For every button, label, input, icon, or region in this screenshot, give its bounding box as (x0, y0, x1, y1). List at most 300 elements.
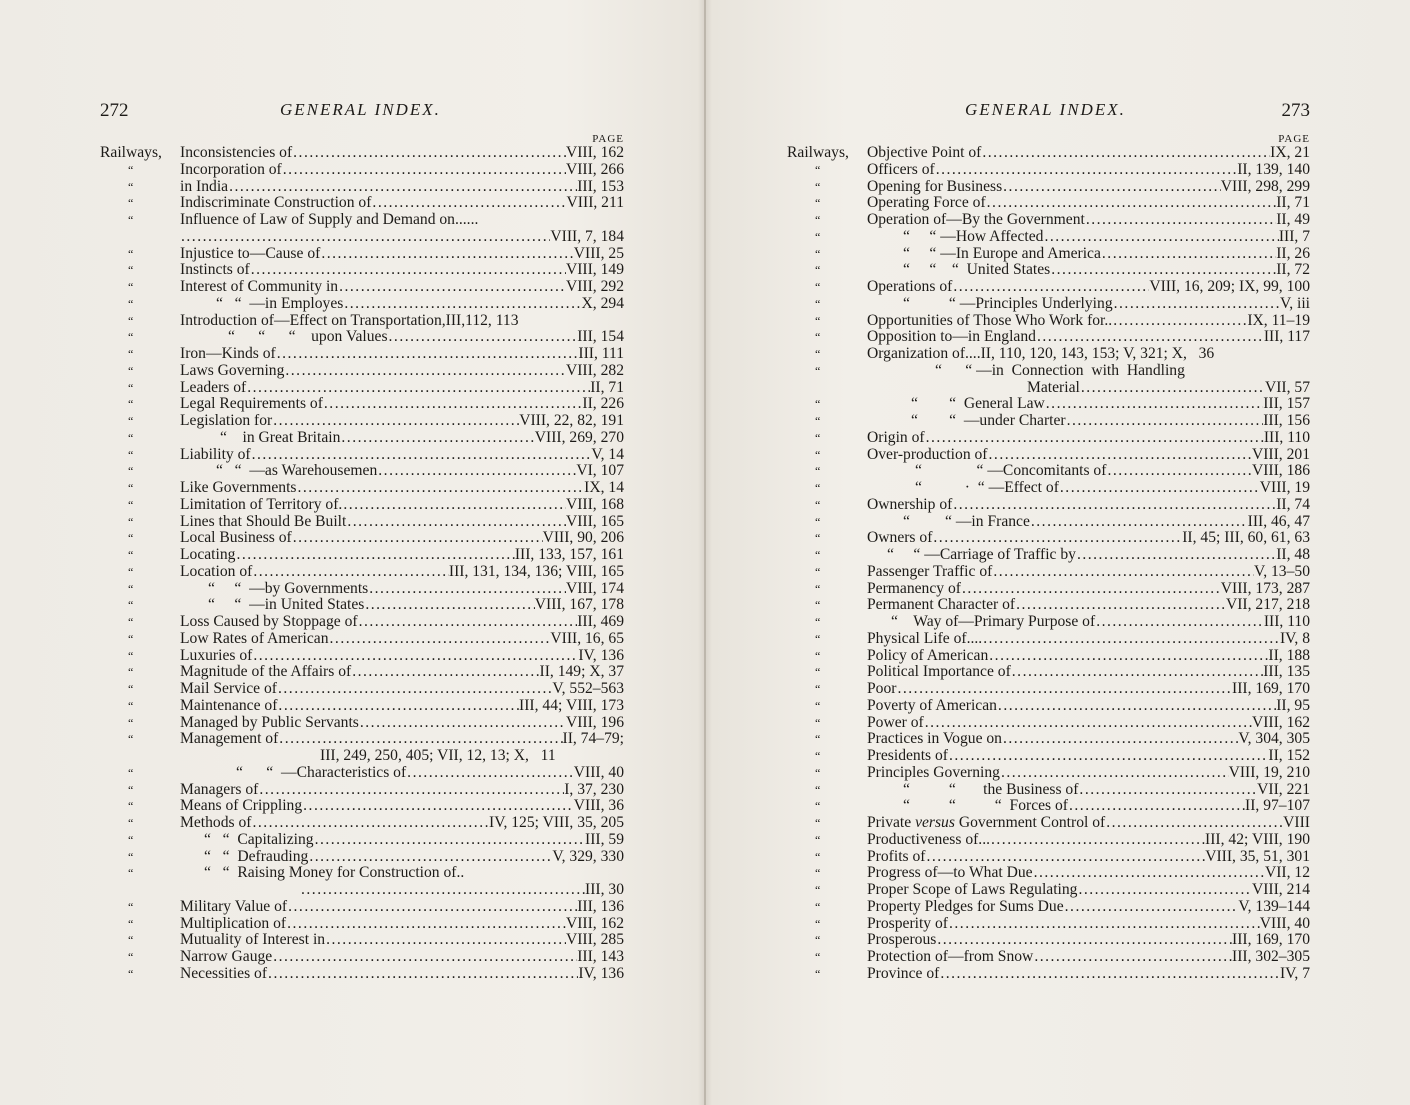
page-reference: VIII, 16, 209; IX, 99, 100 (1149, 278, 1310, 295)
index-entry (100, 145, 624, 162)
ditto-mark: “ (815, 849, 821, 864)
page-reference: VIII, 165 (565, 512, 624, 530)
index-entry (100, 698, 624, 715)
page-reference: VIII, 25 (573, 244, 624, 262)
ditto-mark: “ (815, 899, 821, 914)
entry-text: Methods of (180, 814, 252, 831)
entry-text: Location of (180, 562, 253, 580)
dot-leader (300, 882, 585, 899)
page-reference: VIII, 298, 299 (1220, 177, 1310, 195)
entry-text: Instincts of (180, 261, 250, 279)
index-entry (787, 447, 1310, 464)
dot-leader (1105, 815, 1283, 832)
ditto-mark: “ (815, 397, 821, 412)
entry-text: Limitation of Territory of. (180, 495, 343, 513)
page-reference: VIII, 36 (573, 797, 624, 815)
ditto-mark: “ (815, 347, 821, 361)
page-reference: V, 329, 330 (552, 847, 624, 865)
index-entry (787, 547, 1310, 564)
entry-text: “ “ —by Governments (208, 579, 369, 597)
entry-text: Military Value of (180, 897, 288, 915)
page-reference: II, 152 (1268, 747, 1310, 764)
entry-text: Operation of—By the Government (867, 211, 1085, 228)
entry-text: Power of (867, 713, 924, 731)
dot-leader (925, 849, 1205, 866)
page-reference: VIII, 282 (565, 361, 624, 379)
ditto-mark: “ (128, 564, 134, 579)
page-reference: III, 143 (577, 948, 624, 965)
ditto-mark: “ (128, 682, 134, 696)
page-reference: VIII, 214 (1251, 881, 1310, 898)
index-entry (100, 246, 624, 263)
index-entry (787, 731, 1310, 748)
dot-leader (314, 832, 585, 849)
index-entry (100, 731, 624, 748)
entry-text: Presidents of (867, 747, 948, 764)
ditto-mark: “ (815, 866, 821, 881)
page-reference: III, 136 (577, 897, 624, 915)
dot-leader (377, 463, 576, 480)
dot-leader (302, 798, 574, 815)
ditto-mark: “ (128, 866, 134, 881)
entry-text: Injustice to—Cause of (180, 244, 321, 262)
page-reference: II, 95 (1276, 696, 1310, 714)
ditto-mark: “ (128, 481, 134, 495)
dot-leader (320, 246, 573, 263)
page-reference: III, 111 (578, 345, 624, 362)
index-entry (100, 916, 624, 933)
entry-text: “ · “ —Effect of (915, 479, 1059, 496)
page-reference: II, 45; III, 60, 61, 63 (1182, 529, 1310, 547)
entry-text: “ “ Raising Money for Construction of.. (204, 864, 465, 882)
page-reference: II, 188 (1268, 646, 1310, 664)
ditto-mark: “ (128, 715, 134, 730)
entry-text: Incorporation of (180, 160, 282, 178)
ditto-mark: “ (128, 548, 134, 562)
dot-leader (988, 447, 1252, 464)
ditto-mark: “ (815, 330, 821, 345)
ditto-mark: “ (128, 330, 134, 345)
entry-text: “ “ Defrauding (204, 847, 309, 865)
dot-leader (982, 631, 1280, 648)
ditto-mark: “ (128, 363, 134, 378)
index-entry (100, 195, 624, 212)
ditto-mark: “ (128, 832, 134, 847)
ditto-mark: “ (128, 950, 134, 964)
dot-leader (1085, 212, 1276, 229)
page-reference: III, 153 (577, 177, 624, 195)
ditto-mark: “ (128, 598, 134, 613)
page-reference: VIII, 173, 287 (1220, 579, 1310, 597)
index-entry (100, 346, 624, 363)
ditto-mark: “ (128, 162, 134, 177)
dot-leader (948, 916, 1260, 933)
dot-leader (981, 145, 1270, 162)
index-entry (787, 597, 1310, 614)
ditto-mark: “ (815, 816, 821, 830)
ditto-mark: “ (815, 229, 821, 244)
entry-text: Like Governments (180, 479, 297, 496)
index-entry (787, 497, 1310, 514)
dot-leader (343, 296, 581, 313)
page-reference: VIII, 285 (565, 931, 624, 949)
entry-text: Opposition to—in England (867, 328, 1036, 346)
dot-leader (1076, 547, 1276, 564)
page-reference: VIII, 149 (565, 261, 624, 279)
entry-text: “ “ “ United States (903, 261, 1051, 279)
entry-text: Origin of (867, 428, 925, 446)
entry-text: Necessities of (180, 964, 268, 982)
ditto-mark: “ (815, 698, 821, 713)
ditto-mark: “ (815, 598, 821, 613)
page-reference: IX, 21 (1270, 144, 1310, 161)
dot-leader (325, 932, 566, 949)
page-reference: V, 13–50 (1253, 562, 1310, 580)
dot-leader (406, 765, 574, 782)
ditto-mark: “ (815, 296, 821, 311)
dot-leader (939, 966, 1280, 983)
page-reference: IV, 136 (578, 646, 624, 664)
index-entry (787, 246, 1310, 263)
entry-text: Introduction of—Effect on Transportation,III,112, 113 (180, 311, 519, 329)
dot-leader (272, 949, 577, 966)
index-entry (787, 664, 1310, 681)
index-entry (787, 229, 1310, 246)
page-reference: VII, 221 (1257, 780, 1310, 798)
entry-text: Low Rates of American (180, 629, 329, 647)
index-entry (100, 262, 624, 279)
dot-leader (267, 966, 578, 983)
dot-leader (329, 631, 551, 648)
index-entry (787, 849, 1310, 866)
page-reference: VIII (1283, 814, 1310, 831)
index-entry (787, 480, 1310, 497)
book-gutter (704, 0, 706, 1105)
dot-leader (1106, 463, 1252, 480)
ditto-mark: “ (815, 246, 821, 261)
entry-text: Poor (867, 680, 897, 697)
dot-leader (351, 664, 539, 681)
entry-text: “ “ —Characteristics of (236, 763, 407, 781)
ditto-mark: “ (815, 263, 821, 278)
index-entry (787, 882, 1310, 899)
index-entry (787, 195, 1310, 212)
page-reference: III, 169, 170 (1232, 931, 1310, 949)
entry-text: Practices in Vogue on (867, 730, 1002, 748)
ditto-mark: “ (128, 313, 134, 328)
index-entry (100, 179, 624, 196)
ditto-mark: “ (128, 849, 134, 864)
index-entry (787, 614, 1310, 631)
dot-leader (1030, 514, 1248, 531)
page-reference: V, 14 (591, 445, 624, 463)
page-reference: V, 552–563 (552, 680, 624, 697)
index-entry (100, 899, 624, 916)
ditto-mark: “ (815, 430, 821, 445)
index-entry (100, 313, 624, 330)
dot-leader (1050, 262, 1276, 279)
dot-leader (359, 715, 566, 732)
ditto-mark: “ (815, 765, 821, 780)
index-entry (100, 581, 624, 598)
dot-leader (297, 480, 585, 497)
entry-text: Material (1027, 378, 1080, 396)
entry-text: in India (180, 177, 229, 195)
page-reference: VIII, 162 (565, 144, 624, 161)
entry-heading: Railways, (100, 144, 162, 161)
entry-text: Proper Scope of Laws Regulating (867, 881, 1078, 898)
dot-leader (936, 932, 1232, 949)
entry-text: Officers of (867, 160, 935, 178)
entry-text: Interest of Community in (180, 278, 339, 295)
dot-leader (342, 497, 566, 514)
dot-leader (997, 698, 1276, 715)
index-entry (100, 966, 624, 983)
entry-text: Managers of (180, 780, 259, 798)
page-number: 273 (1281, 100, 1310, 121)
entry-text: “ in Great Britain (220, 428, 341, 446)
index-entry (100, 514, 624, 531)
dot-leader (287, 899, 577, 916)
entry-text: Prosperous (867, 931, 937, 949)
index-entry (100, 865, 624, 882)
page-reference: III, 42; VIII, 190 (1205, 830, 1310, 848)
page-reference: VIII, 35, 51, 301 (1205, 847, 1310, 865)
dot-leader (988, 648, 1268, 665)
index-entry (787, 363, 1310, 380)
entry-text: Legislation for (180, 412, 273, 429)
entry-text: “ “ “ Forces of (903, 797, 1068, 815)
page-reference: VIII, 16, 65 (550, 629, 624, 647)
page-column-head: PAGE (592, 133, 624, 145)
entry-text: Opening for Business (867, 177, 1003, 195)
page-reference: VIII, 162 (565, 914, 624, 932)
ditto-mark: “ (815, 732, 821, 747)
page-reference: IV, 136 (578, 964, 624, 982)
entry-text: “ “ —Principles Underlying (903, 294, 1113, 312)
index-entry (787, 932, 1310, 949)
entry-text: Opportunities of Those Who Work for.. (867, 311, 1113, 329)
ditto-mark: “ (128, 280, 134, 294)
ditto-mark: “ (128, 296, 134, 311)
ditto-mark: “ (128, 397, 134, 412)
index-entry (100, 329, 624, 346)
page-reference: V, 139–144 (1238, 897, 1310, 915)
dot-leader (276, 346, 579, 363)
ditto-mark: “ (128, 899, 134, 914)
ditto-mark: “ (128, 966, 134, 981)
entry-text: Loss Caused by Stoppage of (180, 613, 358, 630)
page-reference: III, 110 (1263, 428, 1310, 446)
dot-leader (1000, 765, 1229, 782)
page-column-head: PAGE (1278, 133, 1310, 145)
entry-text: Management of (180, 730, 279, 748)
entry-text: “ “ —Carriage of Traffic by (887, 546, 1076, 563)
page-reference: II, 72 (1276, 261, 1310, 279)
index-entry (787, 581, 1310, 598)
page-reference: VIII, 40 (1259, 914, 1310, 932)
index-entry (100, 564, 624, 581)
dot-leader (251, 815, 489, 832)
entry-text: Passenger Traffic of (867, 562, 993, 580)
ditto-mark: “ (815, 832, 821, 847)
dot-leader (388, 329, 578, 346)
page-reference: VIII, 19, 210 (1228, 763, 1310, 781)
right-page-header (787, 96, 1310, 126)
ditto-mark: “ (128, 514, 134, 529)
index-entry (100, 430, 624, 447)
index-entry (787, 715, 1310, 732)
page-reference: X, 294 (581, 294, 624, 312)
ditto-mark: “ (128, 263, 134, 278)
index-entry (787, 681, 1310, 698)
page-reference: III, 135 (1263, 663, 1310, 681)
index-entry (100, 547, 624, 564)
index-entry (100, 715, 624, 732)
entry-text: Permanent Character of (867, 596, 1016, 614)
ditto-mark: “ (128, 648, 134, 663)
page-reference: II, 139, 140 (1237, 160, 1310, 178)
dot-leader (235, 547, 514, 564)
ditto-mark: “ (128, 631, 134, 646)
entry-text: Protection of—from Snow (867, 948, 1034, 965)
index-entry (787, 530, 1310, 547)
index-entry (100, 447, 624, 464)
index-entry (100, 463, 624, 480)
index-entry (100, 363, 624, 380)
ditto-mark: “ (815, 531, 821, 546)
dot-leader (278, 731, 562, 748)
index-entry (100, 798, 624, 815)
page-reference: IX, 14 (584, 479, 624, 496)
index-entry (100, 212, 624, 229)
page-reference: III, 157 (1263, 395, 1310, 413)
dot-leader (252, 648, 578, 665)
ditto-mark: “ (128, 531, 134, 546)
ditto-mark: “ (128, 179, 134, 194)
ditto-mark: “ (815, 749, 821, 763)
index-entry (100, 949, 624, 966)
dot-leader (1033, 949, 1232, 966)
index-entry (787, 564, 1310, 581)
index-entry (787, 698, 1310, 715)
ditto-mark: “ (815, 682, 821, 696)
entry-text: “ “ —How Affected (903, 227, 1044, 245)
dot-leader (925, 430, 1264, 447)
dot-leader (1077, 882, 1251, 899)
index-entries (100, 145, 624, 983)
dot-leader (1112, 313, 1247, 330)
ditto-mark: “ (815, 464, 821, 479)
dot-leader (340, 430, 534, 447)
index-entry (100, 631, 624, 648)
index-entry (100, 229, 624, 246)
page-reference: III, 7 (1278, 227, 1310, 245)
index-entry (100, 815, 624, 832)
entry-text: Laws Governing (180, 361, 285, 379)
index-entry (100, 932, 624, 949)
ditto-mark: “ (128, 698, 134, 713)
entry-text: “ “ —Concomitants of (915, 462, 1107, 480)
ditto-mark: “ (128, 430, 134, 445)
page-reference: VIII, 211 (566, 194, 624, 212)
index-entry (787, 899, 1310, 916)
entry-text: Liability of (180, 445, 251, 463)
dot-leader (1095, 614, 1264, 631)
page-reference: IV, 125; VIII, 35, 205 (489, 814, 624, 831)
dot-leader (250, 262, 566, 279)
ditto-mark: “ (815, 665, 821, 680)
entry-text: Local Business of (180, 529, 292, 547)
page-reference: VIII, 22, 82, 191 (519, 412, 624, 429)
entry-text: “ “ —in France (903, 512, 1030, 530)
page-reference: V, 304, 305 (1238, 730, 1310, 748)
dot-leader (282, 162, 566, 179)
index-entry (787, 966, 1310, 983)
index-entry (787, 648, 1310, 665)
ditto-mark: “ (128, 799, 134, 814)
page-reference: IV, 7 (1279, 964, 1310, 982)
page-reference: VIII, 167, 178 (534, 596, 624, 614)
entry-text: Over-production of (867, 445, 988, 463)
dot-leader (228, 179, 577, 196)
page-reference: VIII, 90, 206 (542, 529, 624, 547)
ditto-mark: “ (128, 380, 134, 395)
page-reference: VI, 107 (576, 462, 624, 480)
dot-leader (1080, 380, 1265, 397)
entry-heading: Railways, (787, 144, 849, 161)
page-reference: IV, 8 (1279, 629, 1310, 647)
entry-text: Iron—Kinds of (180, 345, 276, 362)
page-reference: VIII, 266 (565, 160, 624, 178)
page-reference: III, 131, 134, 136; VIII, 165 (448, 562, 624, 580)
ditto-mark: “ (815, 782, 821, 797)
running-head: GENERAL INDEX. (280, 100, 441, 119)
ditto-mark: “ (815, 497, 821, 512)
entry-text: Progress of—to What Due (867, 864, 1033, 882)
index-entry (100, 748, 624, 765)
page-reference: III, 44; VIII, 173 (519, 696, 624, 714)
index-entry (787, 279, 1310, 296)
ditto-mark: “ (128, 765, 134, 780)
entry-text: Locating (180, 546, 236, 563)
index-entry (100, 380, 624, 397)
index-entry (787, 748, 1310, 765)
entry-text: “ “ —in United States (208, 596, 365, 614)
entry-text: “ “ —in Connection with Handling (935, 361, 1185, 379)
entry-text: Maintenance of (180, 696, 278, 714)
page-reference: VII, 217, 218 (1225, 596, 1310, 614)
dot-leader (961, 581, 1221, 598)
dot-leader (286, 916, 566, 933)
right-page (787, 96, 1310, 983)
entry-text: “ “ the Business of (903, 780, 1079, 798)
entry-text: Political Importance of (867, 663, 1011, 681)
index-entry (787, 514, 1310, 531)
dot-leader (180, 229, 550, 246)
dot-leader (1011, 664, 1263, 681)
entry-text: Mutuality of Interest in (180, 931, 326, 949)
dot-leader (251, 447, 592, 464)
dot-leader (935, 162, 1238, 179)
index-entry (787, 145, 1310, 162)
dot-leader (292, 530, 543, 547)
index-entry (787, 798, 1310, 815)
ditto-mark: “ (815, 564, 821, 579)
page-reference: VIII, 269, 270 (534, 428, 624, 446)
ditto-mark: “ (128, 347, 134, 361)
dot-leader (1043, 229, 1278, 246)
